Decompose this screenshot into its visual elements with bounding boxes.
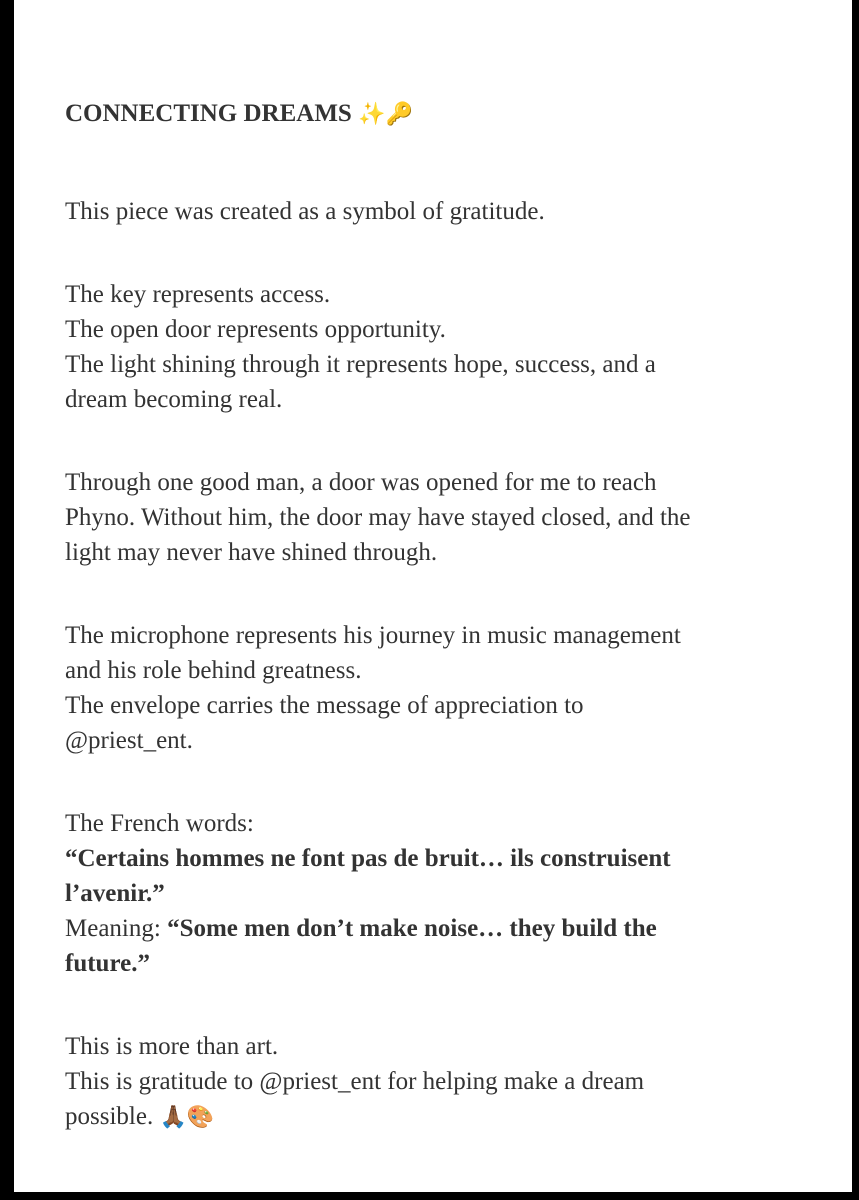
french-intro: The French words: xyxy=(65,810,254,837)
meaning-quote-end: future.” xyxy=(65,950,150,977)
text-line: Phyno. Without him, the door may have stayed closed, and the xyxy=(65,504,691,531)
text-line: light may never have shined through. xyxy=(65,539,438,566)
closing-line: This is gratitude to @priest_ent for helping make a dream xyxy=(65,1068,645,1095)
paragraph-microphone xyxy=(65,618,825,758)
text-line: and his role behind greatness. xyxy=(65,657,362,684)
document-content xyxy=(65,96,825,1135)
text-line: Through one good man, a door was opened for me to reach xyxy=(65,469,657,496)
french-quote-line: “Certains hommes ne font pas de bruit… ils construisent xyxy=(65,845,671,872)
document-page xyxy=(14,0,852,1192)
meaning-label: Meaning: xyxy=(65,915,168,942)
paragraph-french xyxy=(65,806,825,981)
text-line: The open door represents opportunity. xyxy=(65,316,446,343)
text-line: The envelope carries the message of appreciation to xyxy=(65,692,584,719)
closing-line: This is more than art. xyxy=(65,1033,279,1060)
title-text: CONNECTING DREAMS xyxy=(65,100,352,127)
closing-line-last xyxy=(65,1099,825,1135)
paragraph-good-man xyxy=(65,465,825,570)
closing-text: possible. xyxy=(65,1103,154,1130)
text-line: The light shining through it represents hope, success, and a xyxy=(65,351,656,378)
praying-hands-palette-icon: 🙏🏾🎨 xyxy=(159,1105,215,1130)
sparkles-key-icon: ✨🔑 xyxy=(358,102,413,127)
paragraph-symbols xyxy=(65,277,825,417)
text-line: This piece was created as a symbol of gratitude. xyxy=(65,198,545,225)
paragraph-closing xyxy=(65,1029,825,1135)
meaning-quote: “Some men don’t make noise… they build the xyxy=(167,915,657,942)
french-quote-line: l’avenir.” xyxy=(65,880,165,907)
text-line: dream becoming real. xyxy=(65,386,283,413)
text-line: The key represents access. xyxy=(65,281,331,308)
text-line: The microphone represents his journey in music management xyxy=(65,622,681,649)
document-title xyxy=(65,96,825,132)
meaning-line xyxy=(65,911,825,946)
paragraph-gratitude xyxy=(65,194,825,229)
text-line: @priest_ent. xyxy=(65,727,193,754)
